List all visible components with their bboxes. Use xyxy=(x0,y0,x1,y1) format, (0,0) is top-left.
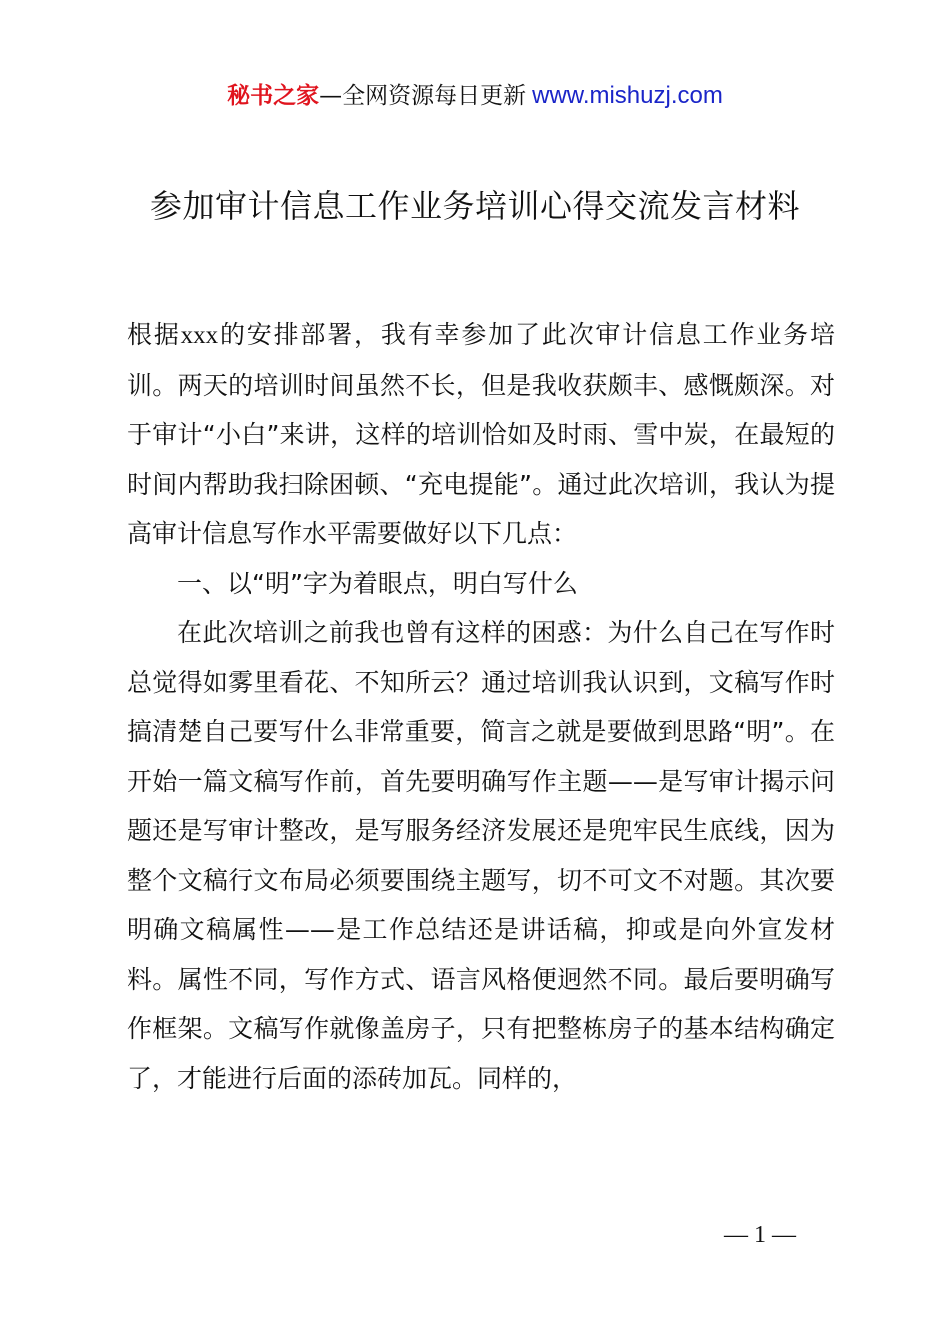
site-url: www.mishuzj.com xyxy=(532,82,723,109)
brand-name: 秘书之家 xyxy=(227,83,320,109)
header-tagline: —全网资源每日更新 xyxy=(319,83,527,109)
paragraph-intro-pre: 根据 xyxy=(127,320,181,349)
paragraph-intro-placeholder: xxx xyxy=(180,322,219,349)
paragraph-intro xyxy=(127,310,835,559)
document-body xyxy=(127,310,835,1103)
section-heading: 一、以“明”字为着眼点，明白写什么 xyxy=(177,568,578,598)
page-number: — 1 — xyxy=(724,1222,796,1248)
site-header xyxy=(0,80,950,112)
paragraph-intro-post: 的安排部署，我有幸参加了此次审计信息工作业务培训。两天的培训时间虽然不长，但是我收获颇丰、感慨颇深。对于审计“小白”来讲，这样的培训恰如及时雨、雪中炭，在最短的时间内帮助我扫除困顿、“充电提能”。通过此次培训，我认为提高审计信息写作水平需要做好以下几点： xyxy=(127,320,835,548)
document-title: 参加审计信息工作业务培训心得交流发言材料 xyxy=(149,187,800,225)
paragraph-body: 在此次培训之前我也曾有这样的困惑：为什么自己在写作时总觉得如雾里看花、不知所云？通过培训我认识到，文稿写作时搞清楚自己要写什么非常重要，简言之就是要做到思路“明”。在开始一篇文稿写作前，首先要明确写作主题——是写审计揭示问题还是写审计整改，是写服务经济发展还是兜牢民生底线，因为整个文稿行文布局必须要围绕主题写，切不可文不对题。其次要明确文稿属性——是工作总结还是讲话稿，抑或是向外宣发材料。属性不同，写作方式、语言风格便迥然不同。最后要明确写作框架。文稿写作就像盖房子，只有把整栋房子的基本结构确定了，才能进行后面的添砖加瓦。同样的， xyxy=(127,618,835,1093)
